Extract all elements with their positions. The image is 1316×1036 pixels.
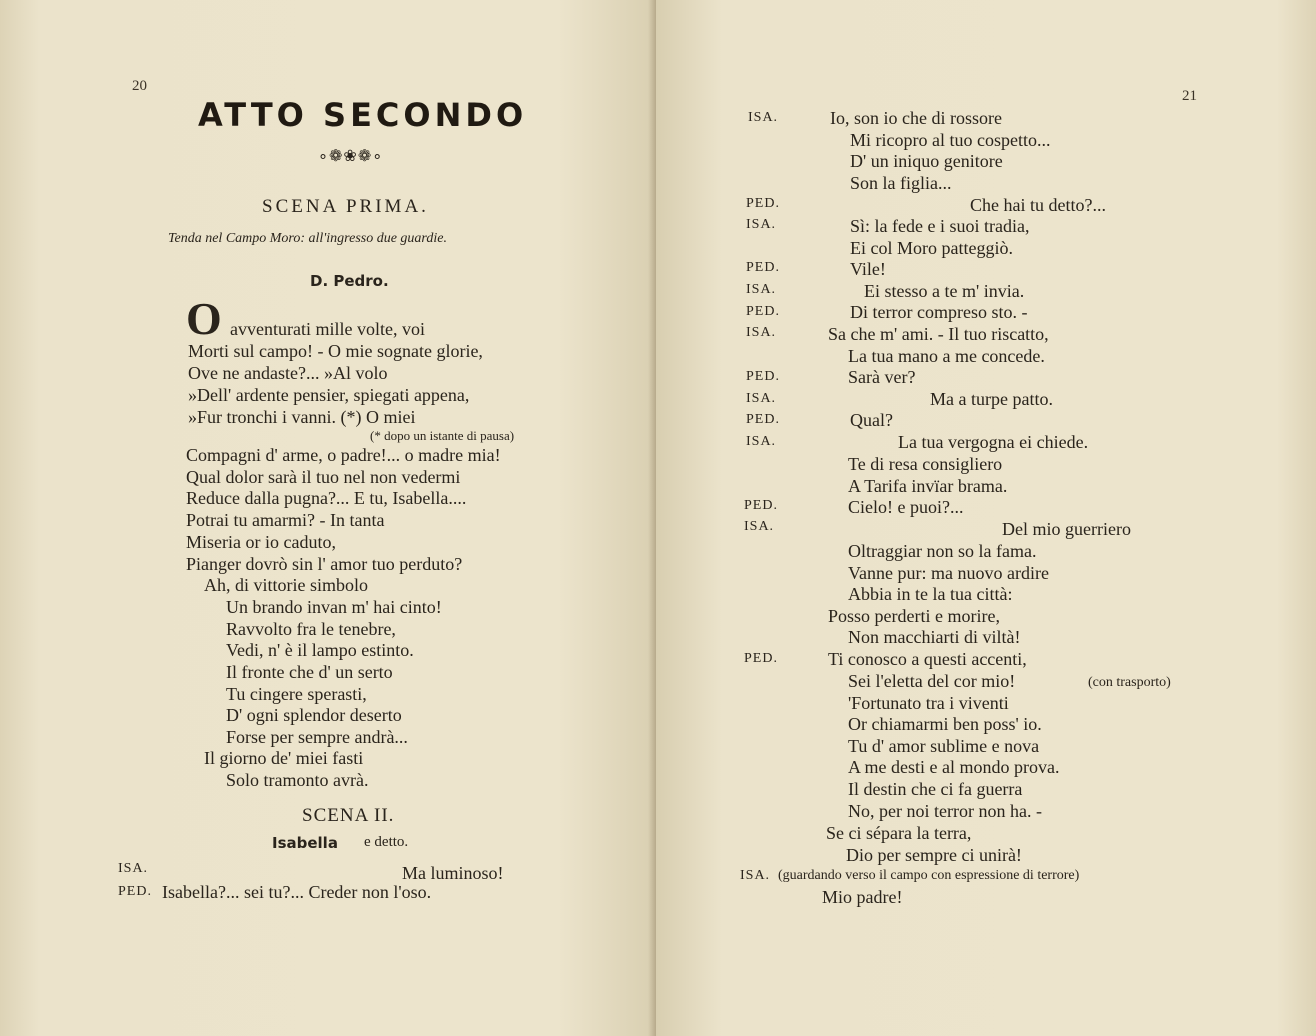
dialogue-line: Sarà ver? bbox=[848, 367, 916, 387]
verse-line: Reduce dalla pugna?... E tu, Isabella.... bbox=[186, 488, 467, 508]
speaker-label: ISA. bbox=[746, 325, 777, 340]
stage-direction: Tenda nel Campo Moro: all'ingresso due guardie. bbox=[168, 231, 447, 246]
dialogue-line: Non macchiarti di viltà! bbox=[848, 627, 1021, 647]
verse-line: Vedi, n' è il lampo estinto. bbox=[226, 640, 414, 660]
verse-line: Ove ne andaste?... »Al volo bbox=[188, 363, 388, 383]
verse-line: Solo tramonto avrà. bbox=[226, 770, 369, 790]
dialogue-line: Di terror compreso sto. - bbox=[850, 302, 1028, 322]
stage-direction: (guardando verso il campo con espressione di terrore) bbox=[778, 868, 1080, 883]
speaker-label: PED. bbox=[118, 884, 152, 899]
speaker-label: PED. bbox=[746, 260, 780, 275]
speaker-label: ISA. bbox=[746, 391, 777, 406]
character-heading: Isabella bbox=[272, 834, 338, 852]
left-page bbox=[0, 0, 656, 1036]
dialogue-line: Ei stesso a te m' invia. bbox=[864, 281, 1025, 301]
dialogue-line: Sei l'eletta del cor mio! bbox=[848, 671, 1016, 691]
verse-line: Il fronte che d' un serto bbox=[226, 662, 393, 682]
speaker-label: ISA. bbox=[744, 519, 775, 534]
verse-line: Morti sul campo! - O mie sognate glorie, bbox=[188, 341, 483, 361]
dialogue-line: A Tarifa invïar brama. bbox=[848, 476, 1008, 496]
dialogue-line: Se ci sépara la terra, bbox=[826, 823, 972, 843]
dialogue-line: Te di resa consigliero bbox=[848, 454, 1003, 474]
dialogue-line: Son la figlia... bbox=[850, 173, 952, 193]
speaker-label: ISA. bbox=[740, 868, 771, 883]
dialogue-line: Mi ricopro al tuo cospetto... bbox=[850, 130, 1051, 150]
verse-line: Miseria or io caduto, bbox=[186, 532, 336, 552]
speaker-label: PED. bbox=[746, 369, 780, 384]
drop-cap: O bbox=[186, 293, 222, 344]
scene-heading: SCENA II. bbox=[302, 805, 395, 826]
right-page bbox=[656, 0, 1316, 1036]
dialogue-line: La tua mano a me concede. bbox=[848, 346, 1045, 366]
stage-note: (* dopo un istante di pausa) bbox=[370, 428, 515, 443]
dialogue-line: Io, son io che di rossore bbox=[830, 108, 1002, 128]
dialogue-line: 'Fortunato tra i viventi bbox=[848, 693, 1009, 713]
dialogue-line: D' un iniquo genitore bbox=[850, 151, 1003, 171]
verse-line: Potrai tu amarmi? - In tanta bbox=[186, 510, 385, 530]
dialogue-line: Oltraggiar non so la fama. bbox=[848, 541, 1037, 561]
dialogue-line: Vile! bbox=[850, 259, 886, 279]
dialogue-line: Dio per sempre ci unirà! bbox=[846, 845, 1022, 865]
verse-line: D' ogni splendor deserto bbox=[226, 705, 402, 725]
speaker-label: PED. bbox=[744, 651, 778, 666]
verse-line: Il giorno de' miei fasti bbox=[204, 748, 364, 768]
dialogue-line: Posso perderti e morire, bbox=[828, 606, 1000, 626]
dialogue-line: Sa che m' ami. - Il tuo riscatto, bbox=[828, 324, 1049, 344]
verse-line: Ravvolto fra le tenebre, bbox=[226, 619, 396, 639]
dialogue-line: Vanne pur: ma nuovo ardire bbox=[848, 563, 1049, 583]
dialogue-line: Abbia in te la tua città: bbox=[848, 584, 1013, 604]
dialogue-line: Il destin che ci fa guerra bbox=[848, 779, 1023, 799]
dialogue-line: Or chiamarmi ben poss' io. bbox=[848, 714, 1042, 734]
scene-heading: SCENA PRIMA. bbox=[262, 196, 429, 217]
verse-line: »Dell' ardente pensier, spiegati appena, bbox=[188, 385, 470, 405]
page-number: 21 bbox=[1182, 88, 1197, 104]
verse-line: Compagni d' arme, o padre!... o madre mia! bbox=[186, 445, 501, 465]
speaker-label: ISA. bbox=[746, 282, 777, 297]
character-suffix: e detto. bbox=[364, 834, 409, 850]
dialogue-line: Del mio guerriero bbox=[1002, 519, 1131, 539]
stage-aside: (con trasporto) bbox=[1088, 675, 1171, 690]
ornament-divider: ∘❁❀❁∘ bbox=[318, 148, 384, 165]
speaker-label: ISA. bbox=[118, 861, 149, 876]
speaker-label: ISA. bbox=[748, 110, 779, 125]
speaker-label: PED. bbox=[744, 498, 778, 513]
verse-line: Pianger dovrò sin l' amor tuo perduto? bbox=[186, 554, 463, 574]
verse-line: Un brando invan m' hai cinto! bbox=[226, 597, 442, 617]
act-title: ATTO SECONDO bbox=[198, 96, 528, 134]
dialogue-line: Ei col Moro patteggiò. bbox=[850, 238, 1013, 258]
dialogue-line: Ma a turpe patto. bbox=[930, 389, 1053, 409]
verse-line: avventurati mille volte, voi bbox=[230, 319, 425, 339]
verse-line: Ah, di vittorie simbolo bbox=[204, 575, 368, 595]
page-number: 20 bbox=[132, 78, 147, 94]
verse-line: »Fur tronchi i vanni. (*) O miei bbox=[188, 407, 416, 427]
dialogue-line: Sì: la fede e i suoi tradia, bbox=[850, 216, 1030, 236]
verse-line: Qual dolor sarà il tuo nel non vedermi bbox=[186, 467, 461, 487]
dialogue-line: Cielo! e puoi?... bbox=[848, 497, 964, 517]
speaker-label: PED. bbox=[746, 304, 780, 319]
verse-line: Forse per sempre andrà... bbox=[226, 727, 408, 747]
dialogue-line: Ma luminoso! bbox=[402, 863, 504, 883]
speaker-label: ISA. bbox=[746, 217, 777, 232]
character-heading: D. Pedro. bbox=[310, 272, 389, 290]
dialogue-line: No, per noi terror non ha. - bbox=[848, 801, 1042, 821]
dialogue-line: La tua vergogna ei chiede. bbox=[898, 432, 1089, 452]
speaker-label: ISA. bbox=[746, 434, 777, 449]
dialogue-line: Mio padre! bbox=[822, 887, 903, 907]
dialogue-line: A me desti e al mondo prova. bbox=[848, 757, 1060, 777]
dialogue-line: Che hai tu detto?... bbox=[970, 195, 1106, 215]
dialogue-line: Isabella?... sei tu?... Creder non l'oso. bbox=[162, 882, 432, 902]
dialogue-line: Tu d' amor sublime e nova bbox=[848, 736, 1040, 756]
speaker-label: PED. bbox=[746, 196, 780, 211]
dialogue-line: Qual? bbox=[850, 410, 893, 430]
verse-line: Tu cingere sperasti, bbox=[226, 684, 367, 704]
dialogue-line: Ti conosco a questi accenti, bbox=[828, 649, 1027, 669]
speaker-label: PED. bbox=[746, 412, 780, 427]
